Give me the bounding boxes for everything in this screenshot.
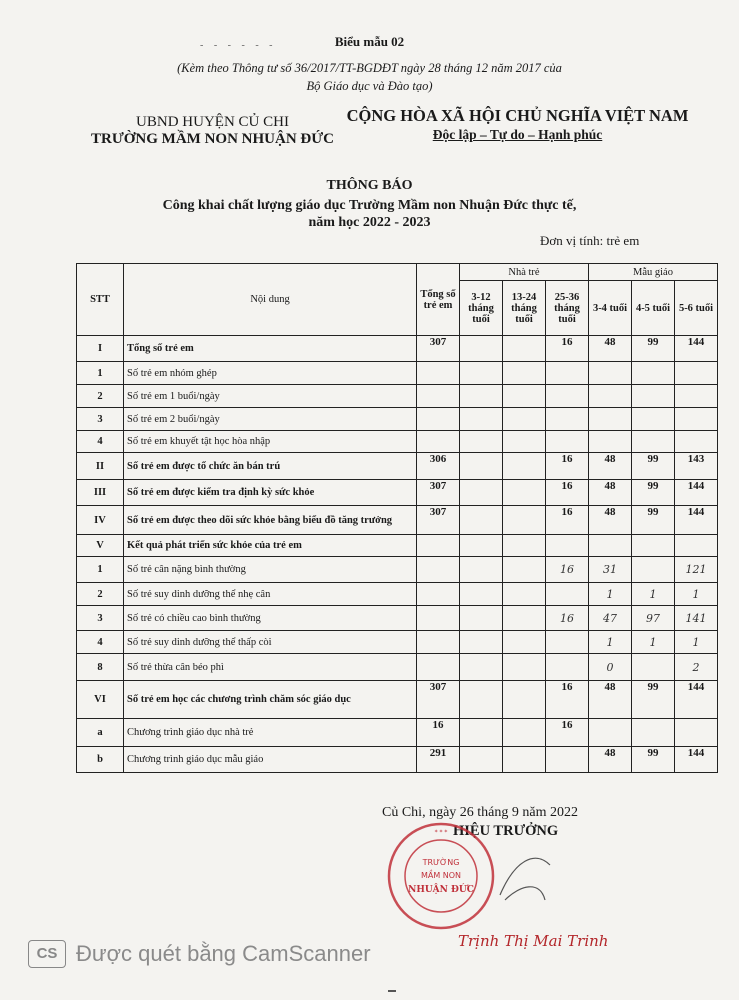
svg-text:NHUẬN ĐỨC: NHUẬN ĐỨC: [408, 885, 474, 895]
row-age-col-6: 144: [675, 506, 718, 535]
row-age-col-2: [503, 431, 546, 453]
row-age-col-4: 48: [589, 336, 632, 362]
header-total: Tổng số trẻ em: [417, 264, 460, 336]
header-age-4-5y: 4-5 tuổi: [632, 281, 675, 336]
row-age-col-2: [503, 631, 546, 654]
row-stt: 1: [77, 557, 124, 583]
table-row: [77, 336, 718, 362]
table-row: [77, 606, 718, 631]
row-age-col-2: [503, 747, 546, 773]
table-row: [77, 535, 718, 557]
row-stt: 4: [77, 631, 124, 654]
row-age-col-3: 16: [546, 336, 589, 362]
table-row: [77, 654, 718, 681]
row-age-col-4: 48: [589, 480, 632, 506]
row-age-col-4: [589, 431, 632, 453]
row-age-col-1: [460, 583, 503, 606]
row-age-col-1: [460, 506, 503, 535]
row-age-col-5: 99: [632, 747, 675, 773]
row-content: Chương trình giáo dục mẫu giáo: [124, 747, 417, 773]
page-mark: [388, 990, 396, 992]
row-age-col-1: [460, 431, 503, 453]
row-age-col-2: [503, 336, 546, 362]
row-age-col-1: [460, 606, 503, 631]
header-age-3-12m: 3-12 tháng tuổi: [460, 281, 503, 336]
table-row: [77, 506, 718, 535]
row-age-col-3: 16: [546, 719, 589, 747]
row-content: Số trẻ em 2 buổi/ngày: [124, 408, 417, 431]
table-row: [77, 557, 718, 583]
row-age-col-3: [546, 362, 589, 385]
header-age-5-6y: 5-6 tuổi: [675, 281, 718, 336]
row-content: Số trẻ em được tổ chức ăn bán trú: [124, 453, 417, 480]
row-total: [417, 431, 460, 453]
row-age-col-5: [632, 362, 675, 385]
row-age-col-6: 144: [675, 747, 718, 773]
row-age-col-3: 16: [546, 506, 589, 535]
row-age-col-2: [503, 506, 546, 535]
row-total: [417, 654, 460, 681]
row-age-col-4: 48: [589, 747, 632, 773]
row-age-col-4: 1: [589, 583, 632, 606]
signature-scribble: [495, 840, 555, 910]
row-age-col-6: [675, 408, 718, 431]
unit-label: Đơn vị tính: trẻ em: [540, 233, 640, 248]
row-content: Tổng số trẻ em: [124, 336, 417, 362]
row-content: Số trẻ em được kiểm tra định kỳ sức khỏe: [124, 480, 417, 506]
row-total: 16: [417, 719, 460, 747]
row-total: [417, 408, 460, 431]
row-age-col-3: [546, 408, 589, 431]
table-row: [77, 431, 718, 453]
circular-reference-line1: (Kèm theo Thông tư số 36/2017/TT-BGDĐT ngày 28 tháng 12 năm 2017 của: [177, 61, 562, 75]
row-age-col-5: 99: [632, 480, 675, 506]
principal-title: HIỆU TRƯỞNG: [453, 823, 559, 839]
row-total: 307: [417, 336, 460, 362]
row-content: Chương trình giáo dục nhà trẻ: [124, 719, 417, 747]
row-total: 306: [417, 453, 460, 480]
row-age-col-5: 1: [632, 583, 675, 606]
row-age-col-1: [460, 385, 503, 408]
row-age-col-5: [632, 431, 675, 453]
row-age-col-1: [460, 719, 503, 747]
row-total: [417, 583, 460, 606]
row-stt: II: [77, 453, 124, 480]
row-age-col-3: 16: [546, 453, 589, 480]
row-age-col-3: 16: [546, 681, 589, 719]
row-age-col-2: [503, 408, 546, 431]
header-content: Nội dung: [124, 264, 417, 336]
header-nursery: Nhà trẻ: [460, 264, 589, 281]
row-age-col-3: [546, 747, 589, 773]
table-row: [77, 631, 718, 654]
row-age-col-5: [632, 719, 675, 747]
header-kindergarten: Mẫu giáo: [589, 264, 718, 281]
row-age-col-2: [503, 480, 546, 506]
row-age-col-5: 99: [632, 336, 675, 362]
row-content: Số trẻ em được theo dõi sức khỏe bằng biểu đồ tăng trưởng: [124, 506, 417, 535]
row-age-col-1: [460, 362, 503, 385]
row-stt: VI: [77, 681, 124, 719]
nation-title: CỘNG HÒA XÃ HỘI CHỦ NGHĨA VIỆT NAM: [346, 106, 689, 125]
row-age-col-1: [460, 557, 503, 583]
header-dots: - - - - - -: [200, 40, 277, 51]
row-total: [417, 631, 460, 654]
row-stt: 4: [77, 431, 124, 453]
row-age-col-6: 144: [675, 480, 718, 506]
row-total: 307: [417, 506, 460, 535]
row-stt: III: [77, 480, 124, 506]
row-content: Số trẻ cân nặng bình thường: [124, 557, 417, 583]
row-age-col-4: [589, 719, 632, 747]
row-age-col-1: [460, 535, 503, 557]
row-age-col-6: 121: [675, 557, 718, 583]
row-stt: a: [77, 719, 124, 747]
row-age-col-4: [589, 408, 632, 431]
row-age-col-6: 141: [675, 606, 718, 631]
row-content: Số trẻ suy dinh dưỡng thể nhẹ cân: [124, 583, 417, 606]
row-content: Số trẻ em 1 buổi/ngày: [124, 385, 417, 408]
circular-reference-line2: Bộ Giáo dục và Đào tạo): [306, 79, 433, 93]
row-age-col-6: [675, 385, 718, 408]
row-age-col-4: [589, 535, 632, 557]
row-age-col-4: 47: [589, 606, 632, 631]
row-age-col-1: [460, 681, 503, 719]
row-age-col-3: 16: [546, 480, 589, 506]
org-parent-name: UBND HUYỆN CỦ CHI: [136, 114, 289, 130]
row-stt: 8: [77, 654, 124, 681]
row-stt: b: [77, 747, 124, 773]
header-stt: STT: [77, 264, 124, 336]
sign-date: Củ Chi, ngày 26 tháng 9 năm 2022: [382, 805, 578, 820]
row-content: Số trẻ suy dinh dưỡng thể thấp còi: [124, 631, 417, 654]
row-age-col-3: [546, 431, 589, 453]
row-age-col-4: 1: [589, 631, 632, 654]
principal-signature-name: Trịnh Thị Mai Trinh: [458, 932, 609, 950]
row-content: Số trẻ có chiều cao bình thường: [124, 606, 417, 631]
notice-subtitle-line1: Công khai chất lượng giáo dục Trường Mầm non Nhuận Đức thực tế,: [162, 198, 577, 213]
row-content: Số trẻ thừa cân béo phì: [124, 654, 417, 681]
row-content: Số trẻ em nhóm ghép: [124, 362, 417, 385]
row-age-col-2: [503, 362, 546, 385]
row-total: 307: [417, 681, 460, 719]
row-age-col-3: [546, 385, 589, 408]
table-row: [77, 385, 718, 408]
header-age-13-24m: 13-24 tháng tuổi: [503, 281, 546, 336]
row-age-col-4: 48: [589, 681, 632, 719]
row-stt: 3: [77, 408, 124, 431]
row-age-col-3: [546, 631, 589, 654]
row-age-col-5: [632, 654, 675, 681]
row-age-col-3: [546, 654, 589, 681]
row-total: [417, 385, 460, 408]
header-age-25-36m: 25-36 tháng tuổi: [546, 281, 589, 336]
row-total: [417, 606, 460, 631]
row-age-col-4: [589, 385, 632, 408]
row-stt: IV: [77, 506, 124, 535]
table-row: [77, 583, 718, 606]
org-school-name: TRƯỜNG MẦM NON NHUẬN ĐỨC: [90, 131, 335, 147]
row-content: Số trẻ em khuyết tật học hòa nhập: [124, 431, 417, 453]
row-content: Số trẻ em học các chương trình chăm sóc giáo dục: [124, 681, 417, 719]
row-age-col-3: [546, 535, 589, 557]
row-stt: 3: [77, 606, 124, 631]
row-age-col-4: 48: [589, 506, 632, 535]
row-age-col-3: 16: [546, 557, 589, 583]
row-age-col-4: [589, 362, 632, 385]
row-age-col-5: [632, 535, 675, 557]
row-total: 307: [417, 480, 460, 506]
row-stt: 2: [77, 583, 124, 606]
row-age-col-5: 1: [632, 631, 675, 654]
row-age-col-1: [460, 480, 503, 506]
table-row: [77, 747, 718, 773]
quality-table: [76, 263, 718, 773]
row-age-col-2: [503, 606, 546, 631]
row-age-col-6: 2: [675, 654, 718, 681]
row-age-col-5: 99: [632, 681, 675, 719]
row-age-col-6: 1: [675, 631, 718, 654]
row-age-col-5: [632, 557, 675, 583]
row-age-col-2: [503, 654, 546, 681]
row-age-col-5: 99: [632, 453, 675, 480]
form-code: Biểu mẫu 02: [334, 34, 405, 49]
school-stamp: [385, 820, 497, 932]
table-row: [77, 719, 718, 747]
row-total: [417, 557, 460, 583]
row-age-col-4: 31: [589, 557, 632, 583]
row-total: 291: [417, 747, 460, 773]
row-age-col-6: [675, 719, 718, 747]
row-age-col-2: [503, 719, 546, 747]
row-age-col-2: [503, 535, 546, 557]
svg-text:MẦM NON: MẦM NON: [420, 871, 462, 880]
row-stt: 1: [77, 362, 124, 385]
notice-title: THÔNG BÁO: [326, 178, 413, 193]
national-motto: Độc lập – Tự do – Hạnh phúc: [432, 127, 603, 142]
row-age-col-2: [503, 557, 546, 583]
row-age-col-3: 16: [546, 606, 589, 631]
row-age-col-5: 99: [632, 506, 675, 535]
table-row: [77, 453, 718, 480]
row-age-col-5: [632, 408, 675, 431]
row-age-col-4: 0: [589, 654, 632, 681]
row-age-col-6: 144: [675, 681, 718, 719]
table-row: [77, 408, 718, 431]
row-age-col-2: [503, 681, 546, 719]
svg-text:* * *: * * *: [434, 829, 448, 836]
row-age-col-1: [460, 453, 503, 480]
row-age-col-6: 1: [675, 583, 718, 606]
row-age-col-2: [503, 583, 546, 606]
table-row: [77, 681, 718, 719]
row-age-col-2: [503, 385, 546, 408]
row-age-col-6: 144: [675, 336, 718, 362]
header-age-3-4y: 3-4 tuổi: [589, 281, 632, 336]
row-content: Kết quả phát triển sức khỏe của trẻ em: [124, 535, 417, 557]
row-age-col-6: [675, 362, 718, 385]
row-stt: I: [77, 336, 124, 362]
camscanner-watermark: Được quét bằng CamScanner: [76, 941, 371, 966]
row-age-col-1: [460, 747, 503, 773]
row-total: [417, 535, 460, 557]
row-age-col-1: [460, 631, 503, 654]
row-age-col-6: 143: [675, 453, 718, 480]
table-row: [77, 362, 718, 385]
row-age-col-5: [632, 385, 675, 408]
row-stt: 2: [77, 385, 124, 408]
table-row: [77, 480, 718, 506]
row-age-col-2: [503, 453, 546, 480]
row-age-col-4: 48: [589, 453, 632, 480]
row-age-col-1: [460, 336, 503, 362]
row-age-col-3: [546, 583, 589, 606]
row-age-col-5: 97: [632, 606, 675, 631]
row-age-col-6: [675, 431, 718, 453]
table-body: [77, 336, 718, 773]
notice-subtitle-line2: năm học 2022 - 2023: [308, 215, 431, 230]
svg-text:TRƯỜNG: TRƯỜNG: [422, 858, 460, 867]
camscanner-logo-icon: CS: [28, 940, 66, 968]
row-age-col-1: [460, 408, 503, 431]
row-age-col-6: [675, 535, 718, 557]
row-stt: V: [77, 535, 124, 557]
row-total: [417, 362, 460, 385]
row-age-col-1: [460, 654, 503, 681]
